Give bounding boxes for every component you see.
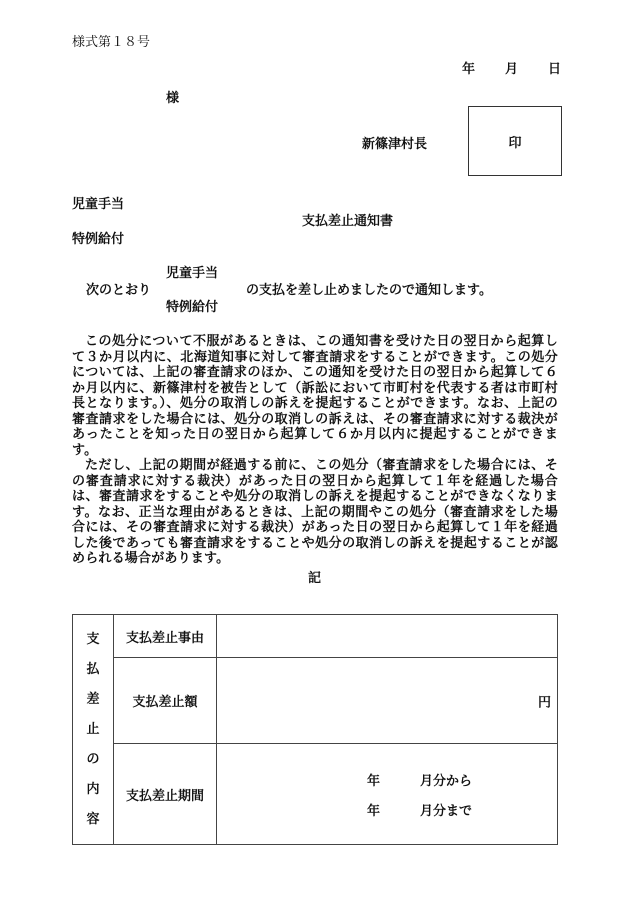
reason-label: 支払差止事由 bbox=[114, 615, 217, 658]
notice-prefix: 次のとおり bbox=[86, 283, 152, 298]
reason-value[interactable] bbox=[217, 615, 558, 658]
title-option-bottom: 特例給付 bbox=[72, 232, 125, 247]
ki-heading: 記 bbox=[308, 571, 322, 586]
seal-box bbox=[468, 106, 562, 176]
yen-unit: 円 bbox=[537, 695, 551, 710]
title-option-top: 児童手当 bbox=[72, 197, 125, 212]
addressee: 様 bbox=[166, 91, 180, 106]
form-number: 様式第１８号 bbox=[72, 35, 151, 50]
date-month: 月 bbox=[505, 62, 519, 77]
paragraph: ただし、上記の期間が経過する前に、この処分（審査請求をした場合には、その審査請求に対する裁決）があった日の翌日から起算して１年を経過した場合は、審査請求をすることや処分の取消しの訴えを提起することができなくなります。なお、正当な理由があるときは、上記の期間やこの処分（審査請求をした場合には、その審査請求に対する裁決）があった日の翌日から起算して１年を経過した後であっても審査請求をすることや処分の取消しの訴えを提起することが認められる場合があります。 bbox=[72, 458, 558, 566]
amount-value[interactable] bbox=[217, 658, 558, 744]
suspension-details-table bbox=[72, 614, 558, 845]
notice-option-top: 児童手当 bbox=[166, 266, 219, 281]
date-year: 年 bbox=[462, 62, 476, 77]
issuer-name: 新篠津村長 bbox=[362, 137, 428, 152]
date-line bbox=[462, 58, 561, 77]
vertical-header: 支 払 差 止 の 内 容 bbox=[73, 615, 114, 845]
period-value[interactable] bbox=[217, 744, 558, 845]
period-from: 年 月分から bbox=[367, 774, 473, 789]
appeal-notice-text bbox=[72, 334, 558, 567]
paragraph: この処分について不服があるときは、この通知書を受けた日の翌日から起算して３か月以内に、北海道知事に対して審査請求をすることができます。この処分については、上記の審査請求のほか、この通知を受けた日の翌日から起算して６か月以内に、新篠津村を被告として（訴訟において市町村を代表する者は市町村長となります。）、処分の取消しの訴えを提起することができます。なお、上記の審査請求をした場合には、処分の取消しの訴えは、その審査請求に対する裁決があったことを知った日の翌日から起算して６か月以内に提起することができます。 bbox=[72, 334, 558, 458]
notice-option-bottom: 特例給付 bbox=[166, 300, 219, 315]
amount-label: 支払差止額 bbox=[114, 658, 217, 744]
seal-label: 印 bbox=[508, 135, 522, 151]
date-day: 日 bbox=[548, 62, 562, 77]
period-label: 支払差止期間 bbox=[114, 744, 217, 845]
period-to: 年 月分まで bbox=[367, 804, 473, 819]
notice-suffix: の支払を差し止めましたので通知します。 bbox=[246, 283, 492, 298]
document-title: 支払差止通知書 bbox=[302, 214, 394, 229]
